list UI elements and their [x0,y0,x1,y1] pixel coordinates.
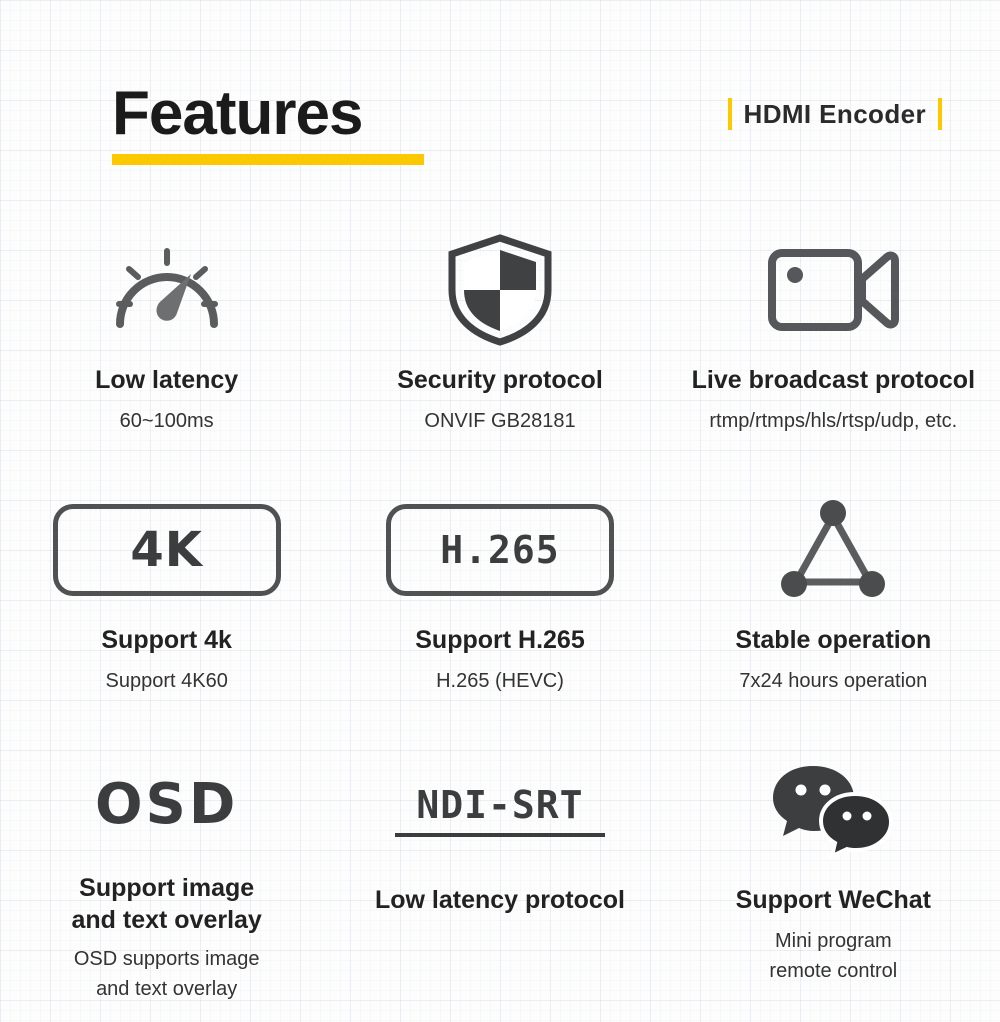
feature-title: Stable operation [735,626,932,654]
osd-label: OSD [94,771,239,837]
feature-title: Live broadcast protocol [691,366,976,394]
h265-pill [386,504,614,596]
ndi-srt-wrap [395,783,605,837]
ndi-srt-text-icon [395,754,605,866]
h265-label: H.265 [440,528,560,572]
feature-subtitle: 60~100ms [119,410,214,432]
feature-item-support-h265 [333,486,666,746]
feature-subtitle: 7x24 hours operation [739,670,928,692]
page-header [0,78,1000,188]
feature-subtitle [769,926,897,986]
page-title: Features [112,79,363,148]
feature-title: Support H.265 [415,626,585,654]
feature-item-live-broadcast [667,226,1000,486]
feature-title-line1: Support image [79,874,255,902]
video-camera-icon [767,234,899,346]
feature-subtitle [74,944,260,1004]
feature-subtitle-line1: OSD supports image [73,948,260,970]
feature-subtitle: Support 4K60 [105,670,228,692]
feature-item-support-4k [0,486,333,746]
feature-subtitle: H.265 (HEVC) [436,670,564,692]
feature-subtitle: rtmp/rtmps/hls/rtsp/udp, etc. [709,410,958,432]
feature-item-stable-operation [667,486,1000,746]
osd-text-icon [95,754,238,854]
feature-item-low-latency [0,226,333,486]
badge-label: HDMI Encoder [743,98,926,129]
feature-item-osd-overlay [0,746,333,1004]
speedometer-icon [108,234,226,346]
feature-subtitle-line2: remote control [769,960,898,982]
feature-title: Support WeChat [735,886,932,914]
feature-subtitle-line1: Mini program [774,930,892,952]
wechat-bubbles-icon [769,754,897,866]
h265-badge-icon [386,494,614,606]
feature-title [71,872,261,936]
badge-right-bar [938,98,942,130]
shield-icon [448,234,552,346]
feature-subtitle: ONVIF GB28181 [424,410,576,432]
ndi-srt-label: NDI-SRT [416,783,584,827]
4k-badge-icon [53,494,281,606]
feature-grid [0,226,1000,1004]
title-underline [112,154,424,165]
feature-item-support-wechat [667,746,1000,1004]
ndi-srt-underline [395,833,605,837]
product-badge [728,98,942,130]
feature-subtitle-line2: and text overlay [96,978,238,1000]
4k-pill [53,504,281,596]
feature-title: Low latency protocol [374,886,625,914]
feature-item-security-protocol [333,226,666,486]
feature-item-ndi-srt [333,746,666,1004]
badge-left-bar [728,98,732,130]
feature-title-line2: and text overlay [71,906,262,934]
feature-title: Low latency [95,366,239,394]
feature-title: Security protocol [397,366,603,394]
title-block [112,78,424,165]
network-triangle-icon [778,494,888,606]
feature-title: Support 4k [101,626,232,654]
4k-label: 4K [130,522,203,578]
